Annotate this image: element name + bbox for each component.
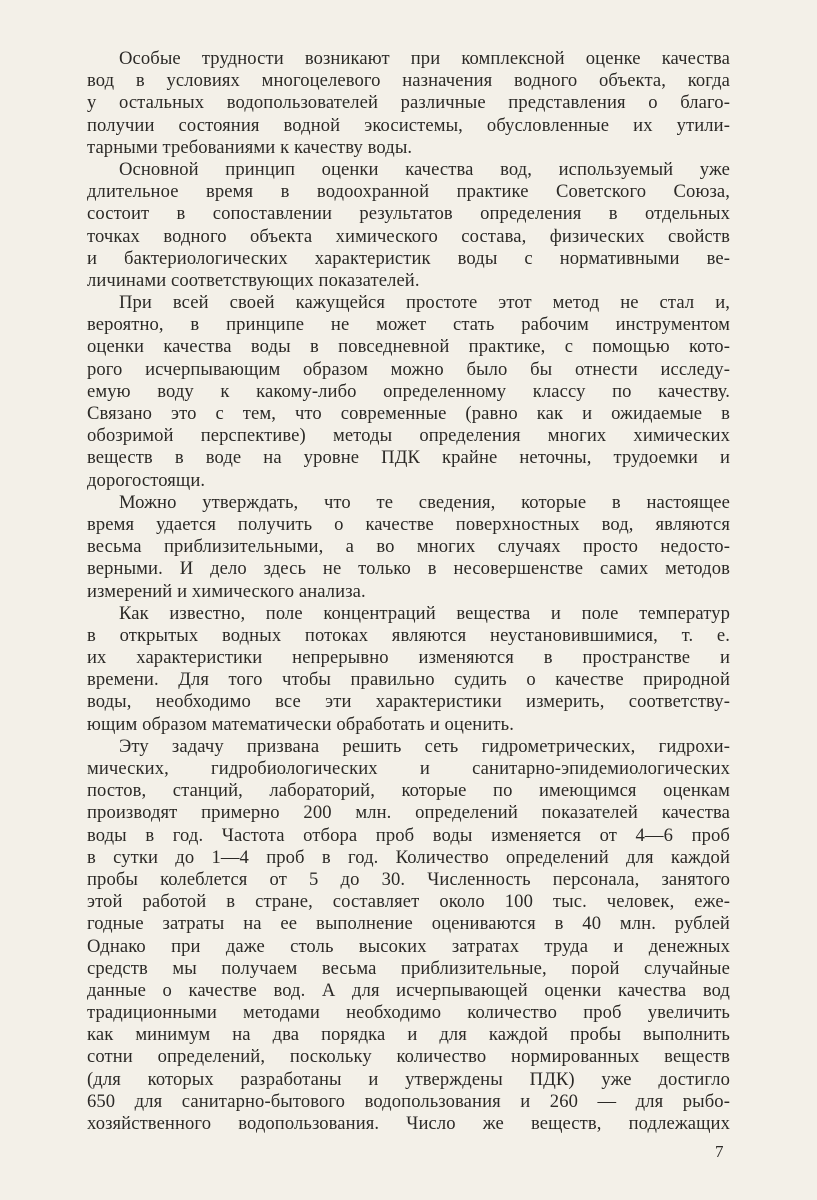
text-line: оценки качества воды в повседневной практике, с помощью кото- <box>87 336 730 358</box>
text-line: Связано это с тем, что современные (равно как и ожидаемые в <box>87 403 730 424</box>
text-line: вод в условиях многоцелевого назначения водного объекта, когда <box>87 70 730 92</box>
text-line: мических, гидробиологических и санитарно-эпидемиологических <box>87 758 730 779</box>
text-line: Можно утверждать, что те сведения, которые в настоящее <box>119 491 730 513</box>
text-line: 650 для санитарно-бытового водопользования и 260 — для рыбо- <box>87 1090 730 1112</box>
text-line: их характеристики непрерывно изменяются в пространстве и <box>87 647 730 669</box>
page-number: 7 <box>715 1142 724 1161</box>
text-line: у остальных водопользователей различные представления о благо- <box>87 92 730 114</box>
text-line: воды, необходимо все эти характеристики измерить, соответству- <box>87 691 730 713</box>
text-line: этой работой в стране, составляет около 100 тыс. человек, еже- <box>87 891 730 913</box>
text-line: вероятно, в принципе не может стать рабочим инструментом <box>87 314 730 336</box>
text-line: измерений и химического анализа. <box>87 580 366 602</box>
text-line: личинами соответствующих показателей. <box>87 269 420 291</box>
text-line: обозримой перспективе) методы определения многих химических <box>87 425 730 447</box>
text-line: рого исчерпывающим образом можно было бы отнести исследу- <box>87 358 730 380</box>
text-line: тарными требованиями к качеству воды. <box>87 136 413 158</box>
text-line: производят примерно 200 млн. определений показателей качества <box>87 802 730 824</box>
text-line: Эту задачу призвана решить сеть гидрометрических, гидрохи- <box>119 735 730 757</box>
text-line: и бактериологических характеристик воды с нормативными ве- <box>87 247 730 269</box>
text-line: сотни определений, поскольку количество нормированных веществ <box>87 1046 730 1068</box>
text-line: состоит в сопоставлении результатов определения в отдельных <box>87 203 730 225</box>
text-line: Однако при даже столь высоких затратах труда и денежных <box>87 935 730 957</box>
text-line: длительное время в водоохранной практике Советского Союза, <box>87 181 730 203</box>
text-line: Как известно, поле концентраций вещества и поле температур <box>119 602 730 624</box>
text-line: весьма приблизительными, а во многих случаях просто недосто- <box>87 536 730 558</box>
text-line: годные затраты на ее выполнение оцениваются в 40 млн. рублей <box>87 913 730 935</box>
text-line: как минимум на два порядка и для каждой пробы выполнить <box>87 1024 730 1046</box>
text-line: ющим образом математически обработать и оценить. <box>87 713 514 735</box>
text-line: Особые трудности возникают при комплексной оценке качества <box>119 48 730 69</box>
text-line: хозяйственного водопользования. Число же веществ, подлежащих <box>87 1113 730 1134</box>
text-line: пробы колеблется от 5 до 30. Численность персонала, занятого <box>87 868 730 890</box>
text-line: дорогостоящи. <box>87 469 206 491</box>
text-line: Основной принцип оценки качества вод, используемый уже <box>119 158 730 180</box>
text-line: в открытых водных потоках являются неустановившимися, т. е. <box>87 624 730 646</box>
text-line: времени. Для того чтобы правильно судить о качестве природной <box>87 669 730 691</box>
text-line: воды в год. Частота отбора проб воды изменяется от 4—6 проб <box>87 824 730 846</box>
text-line: традиционными методами необходимо количество проб увеличить <box>87 1002 730 1024</box>
text-line: емую воду к какому-либо определенному классу по качеству. <box>87 380 730 402</box>
text-line: верными. И дело здесь не только в несовершенстве самих методов <box>87 558 730 580</box>
body-text <box>87 48 730 1135</box>
text-line: время удается получить о качестве поверхностных вод, являются <box>87 513 730 535</box>
text-line: точках водного объекта химического состава, физических свойств <box>87 225 730 247</box>
text-line: средств мы получаем весьма приблизительные, порой случайные <box>87 957 730 979</box>
text-line: При всей своей кажущейся простоте этот метод не стал и, <box>119 292 730 314</box>
text-line: в сутки до 1—4 проб в год. Количество определений для каждой <box>87 846 730 868</box>
text-line: постов, станций, лабораторий, которые по имеющимся оценкам <box>87 780 730 802</box>
text-line: данные о качестве вод. А для исчерпывающей оценки качества вод <box>87 979 730 1001</box>
text-line: веществ в воде на уровне ПДК крайне неточны, трудоемки и <box>87 447 730 469</box>
text-line: получии состояния водной экосистемы, обусловленные их утили- <box>87 114 730 136</box>
text-line: (для которых разработаны и утверждены ПДК) уже достигло <box>87 1068 730 1090</box>
